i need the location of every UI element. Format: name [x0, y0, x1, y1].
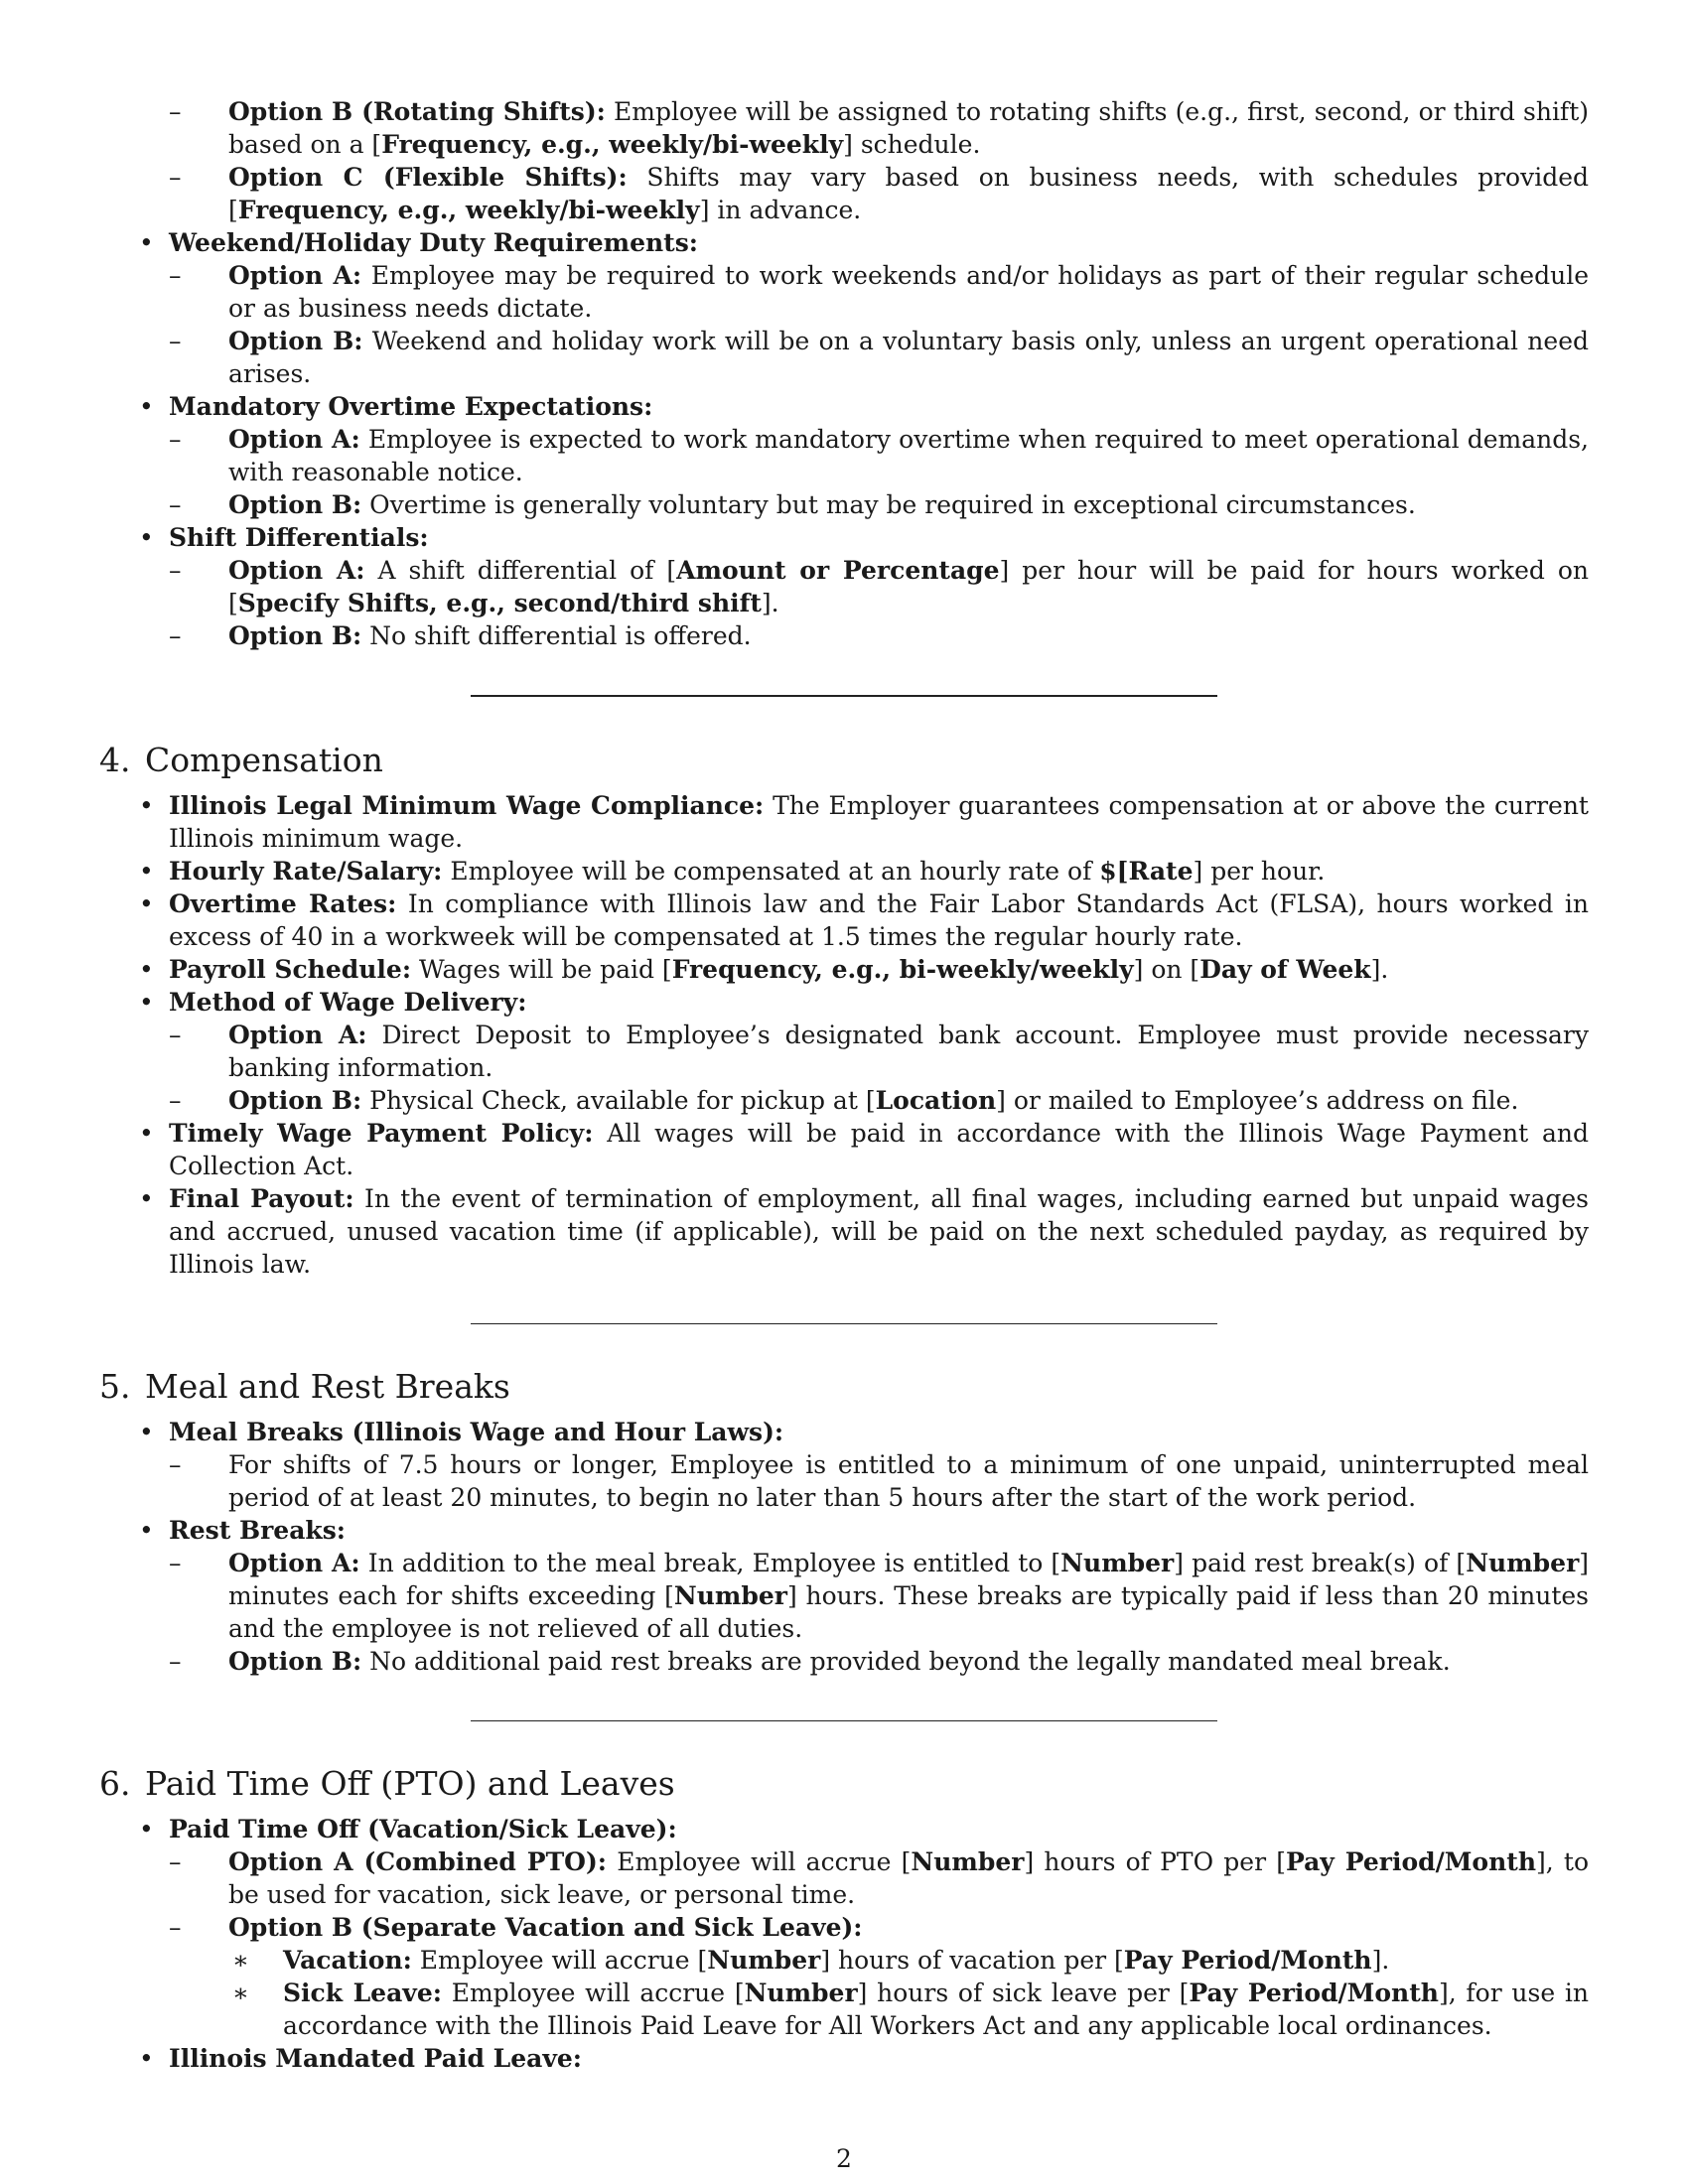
list-item: – Option C (Flexible Shifts): Shifts may vary based on business needs, with schedules provided [Frequency, e.g., weekly/bi-weekly] in advance. [169, 161, 1589, 226]
list-item: – For shifts of 7.5 hours or longer, Employee is entitled to a minimum of one unpaid, uninterrupted meal period of at least 20 minutes, to begin no later than 5 hours after the start of the work period. [169, 1448, 1589, 1514]
list-item: – Option A: In addition to the meal break, Employee is entitled to [Number] paid rest break(s) of [Number] minutes each for shifts exceeding [Number] hours. These breaks are typically paid if less than 20 minutes and the employee is not relieved of all duties. [169, 1547, 1589, 1645]
list-item: • Rest Breaks: – Option A: In addition to the meal break, Employee is entitled to [Number] paid rest break(s) of [Number] minutes each for shifts exceeding [Number] hours. These breaks are typically paid if less than 20 minutes and the employee is not relieved of all duties. – Option B: No additional paid rest breaks are provided beyond the legally mandated meal break. [99, 1514, 1589, 1678]
section-divider [471, 1323, 1217, 1324]
section3-list [99, 226, 1589, 652]
list-item: – Option A: Employee may be required to work weekends and/or holidays as part of their regular schedule or as business needs dictate. [169, 259, 1589, 325]
list-item: – Option B: Overtime is generally voluntary but may be required in exceptional circumstances. [169, 488, 1589, 521]
list-item: – Option B: Physical Check, available for pickup at [Location] or mailed to Employee’s address on file. [169, 1084, 1589, 1117]
list-item: • Paid Time Off (Vacation/Sick Leave): – Option A (Combined PTO): Employee will accrue [Number] hours of PTO per [Pay Period/Month], to be used for vacation, sick leave, or personal time. – Option B (Separate Vacation and Sick Leave): ∗ Vacation: Employee will accrue [Number] hours of vacation per [Pay Period/Month]. ∗ Sick Leave: Employee will accrue [Number] hours of sick leave per [Pay Period/Month], for use in accordance with the Illinois Paid Leave for All Workers Act and any applicable local ordinances. [99, 1813, 1589, 2042]
section6-list [99, 1813, 1589, 2075]
shift-options-list [99, 95, 1589, 226]
section-heading-compensation: 4. Compensation [99, 741, 383, 779]
section-divider [471, 1720, 1217, 1721]
list-item: • Shift Differentials: – Option A: A shift differential of [Amount or Percentage] per hour will be paid for hours worked on [Specify Shifts, e.g., second/third shift]. – Option B: No shift differential is offered. [99, 521, 1589, 652]
list-item: – Option A: A shift differential of [Amount or Percentage] per hour will be paid for hours worked on [Specify Shifts, e.g., second/third shift]. [169, 554, 1589, 619]
list-item: • Hourly Rate/Salary: Employee will be compensated at an hourly rate of $[Rate] per hour. [99, 855, 1589, 887]
section5-list [99, 1416, 1589, 1678]
list-item: ∗ Vacation: Employee will accrue [Number] hours of vacation per [Pay Period/Month]. [228, 1944, 1589, 1977]
list-item: • Meal Breaks (Illinois Wage and Hour Laws): – For shifts of 7.5 hours or longer, Employee is entitled to a minimum of one unpaid, uninterrupted meal period of at least 20 minutes, to begin no later than 5 hours after the start of the work period. [99, 1416, 1589, 1514]
document-body [99, 95, 1589, 2075]
list-item: • Final Payout: In the event of termination of employment, all final wages, including earned but unpaid wages and accrued, unused vacation time (if applicable), will be paid on the next scheduled payday, as required by Illinois law. [99, 1182, 1589, 1281]
list-item: – Option A: Direct Deposit to Employee’s designated bank account. Employee must provide necessary banking information. [169, 1019, 1589, 1084]
section-heading-pto-leaves: 6. Paid Time Off (PTO) and Leaves [99, 1764, 675, 1803]
page-number: 2 [836, 2144, 852, 2173]
list-item: – Option A: Employee is expected to work mandatory overtime when required to meet operational demands, with reasonable notice. [169, 423, 1589, 488]
list-item: • Method of Wage Delivery: – Option A: Direct Deposit to Employee’s designated bank account. Employee must provide necessary banking information. – Option B: Physical Check, available for pickup at [Location] or mailed to Employee’s address on file. [99, 986, 1589, 1117]
list-item: – Option B: Weekend and holiday work will be on a voluntary basis only, unless an urgent operational need arises. [169, 325, 1589, 390]
list-item: • Mandatory Overtime Expectations: – Option A: Employee is expected to work mandatory overtime when required to meet operational demands, with reasonable notice. – Option B: Overtime is generally voluntary but may be required in exceptional circumstances. [99, 390, 1589, 521]
list-item: • Timely Wage Payment Policy: All wages will be paid in accordance with the Illinois Wage Payment and Collection Act. [99, 1117, 1589, 1182]
list-item: ∗ Sick Leave: Employee will accrue [Number] hours of sick leave per [Pay Period/Month], for use in accordance with the Illinois Paid Leave for All Workers Act and any applicable local ordinances. [228, 1977, 1589, 2042]
list-item: • Overtime Rates: In compliance with Illinois law and the Fair Labor Standards Act (FLSA), hours worked in excess of 40 in a workweek will be compensated at 1.5 times the regular hourly rate. [99, 887, 1589, 953]
section-heading-meal-rest-breaks: 5. Meal and Rest Breaks [99, 1367, 510, 1406]
list-item: – Option B (Separate Vacation and Sick Leave): ∗ Vacation: Employee will accrue [Number] hours of vacation per [Pay Period/Month]. ∗ Sick Leave: Employee will accrue [Number] hours of sick leave per [Pay Period/Month], for use in accordance with the Illinois Paid Leave for All Workers Act and any applicable local ordinances. [169, 1911, 1589, 2042]
list-item: • Illinois Mandated Paid Leave: [99, 2042, 1589, 2075]
list-item: – Option B: No shift differential is offered. [169, 619, 1589, 652]
list-item: – Option A (Combined PTO): Employee will accrue [Number] hours of PTO per [Pay Period/Month], to be used for vacation, sick leave, or personal time. [169, 1845, 1589, 1911]
section-divider [471, 695, 1217, 697]
list-item: – Option B (Rotating Shifts): Employee will be assigned to rotating shifts (e.g., first, second, or third shift) based on a [Frequency, e.g., weekly/bi-weekly] schedule. [169, 95, 1589, 161]
list-item: • Payroll Schedule: Wages will be paid [Frequency, e.g., bi-weekly/weekly] on [Day of Week]. [99, 953, 1589, 986]
section4-list [99, 789, 1589, 1281]
list-item: – Option B: No additional paid rest breaks are provided beyond the legally mandated meal break. [169, 1645, 1589, 1678]
list-item: • Illinois Legal Minimum Wage Compliance: The Employer guarantees compensation at or above the current Illinois minimum wage. [99, 789, 1589, 855]
list-item: • Weekend/Holiday Duty Requirements: – Option A: Employee may be required to work weekends and/or holidays as part of their regular schedule or as business needs dictate. – Option B: Weekend and holiday work will be on a voluntary basis only, unless an urgent operational need arises. [99, 226, 1589, 390]
